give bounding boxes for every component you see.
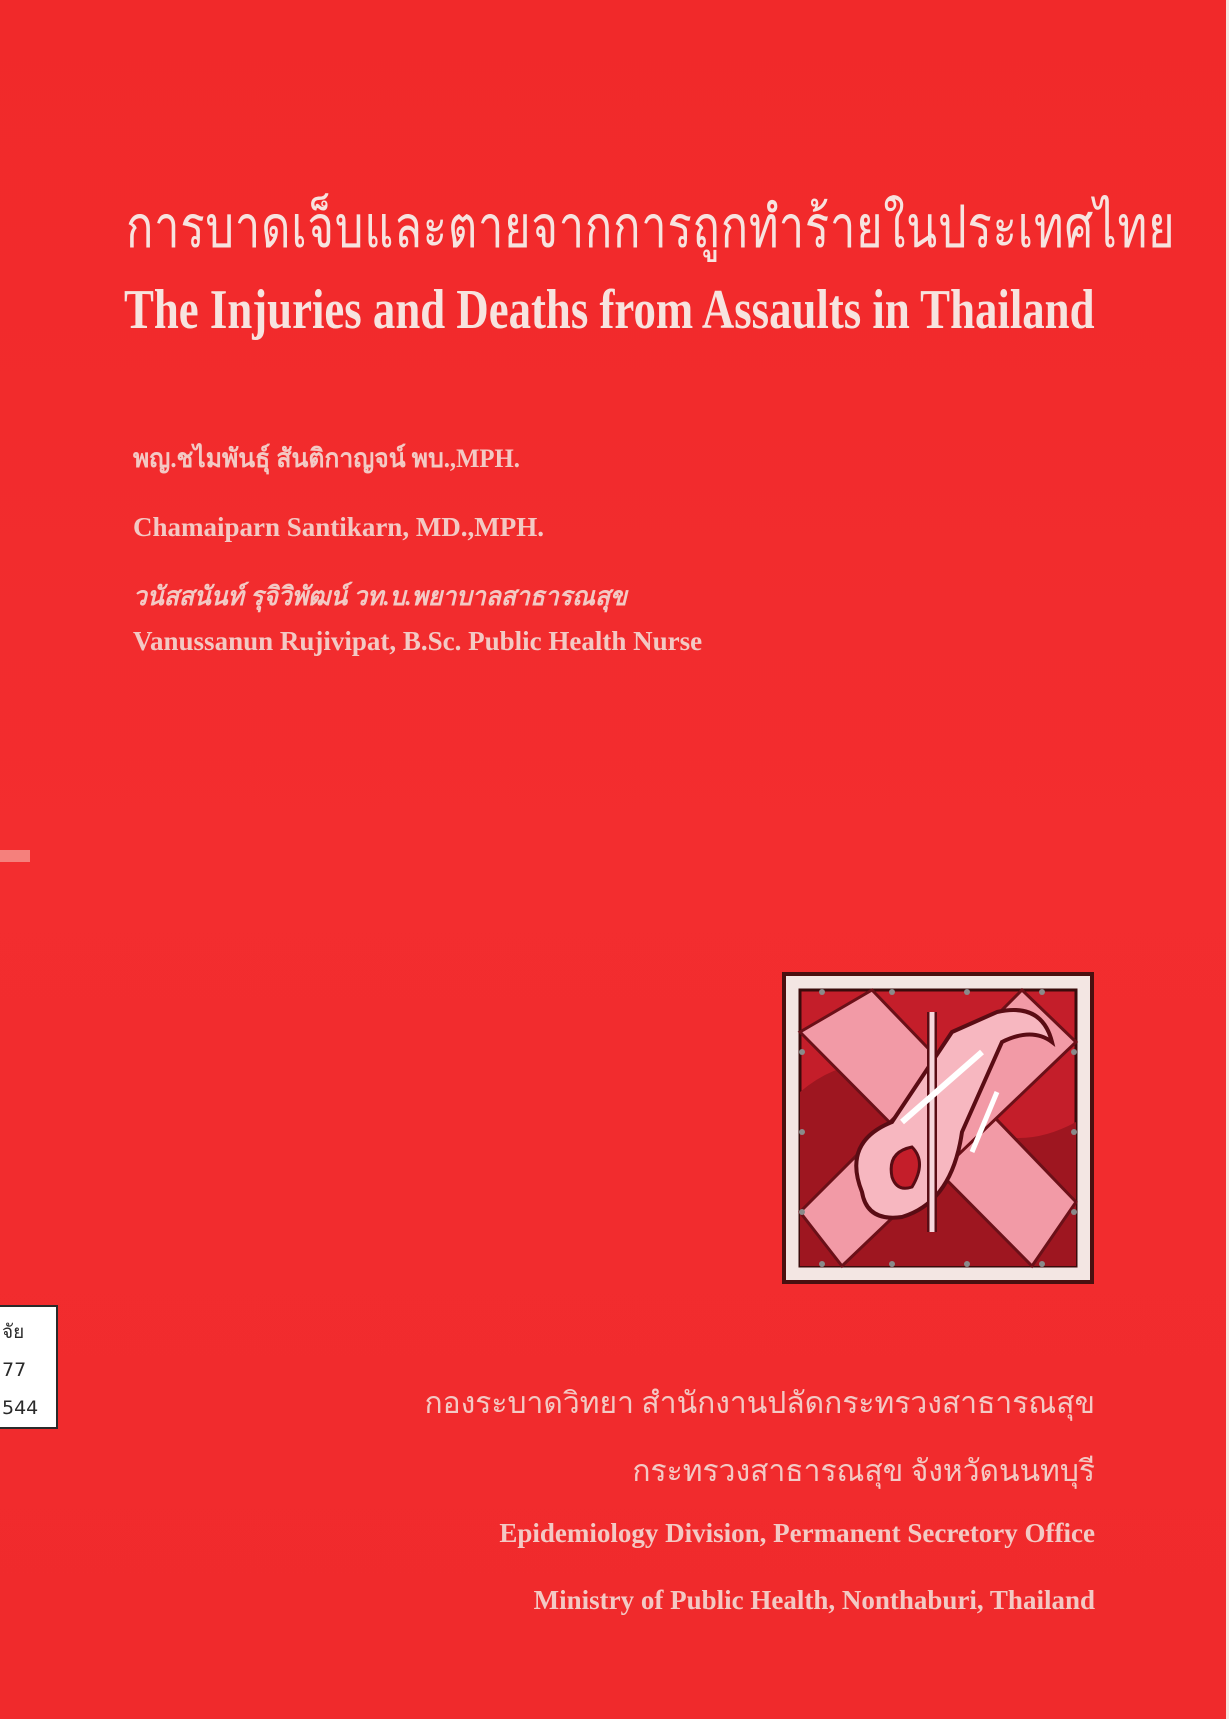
- publisher-thai-line-2: กระทรวงสาธารณสุข จังหวัดนนทบุรี: [632, 1455, 1095, 1488]
- title-english: The Injuries and Deaths from Assaults in Thailand: [124, 279, 1095, 341]
- publisher-english-line-1: Epidemiology Division, Permanent Secretory Office: [499, 1518, 1095, 1548]
- author-1-thai: พญ.ชไมพันธุ์ สันติกาญจน์ พบ.,MPH.: [133, 444, 520, 473]
- sticker-line-2: 77: [2, 1359, 27, 1381]
- author-2-english: Vanussanun Rujivipat, B.Sc. Public Health Nurse: [133, 626, 703, 656]
- ministry-emblem-icon: [782, 972, 1094, 1284]
- author-1-english: Chamaiparn Santikarn, MD.,MPH.: [133, 512, 545, 542]
- sticker-line-1: จัย: [2, 1321, 25, 1343]
- page-fold-mark: [0, 850, 30, 862]
- author-2-thai: วนัสสนันท์ รุจิวิพัฒน์ วท.บ.พยาบาลสาธารณสุข: [133, 582, 627, 611]
- publisher-english-line-2: Ministry of Public Health, Nonthaburi, Thailand: [533, 1585, 1095, 1615]
- sticker-line-3: 544: [2, 1397, 39, 1419]
- library-call-number-sticker: [0, 1305, 58, 1429]
- publisher-thai-line-1: กองระบาดวิทยา สำนักงานปลัดกระทรวงสาธารณสุข: [424, 1387, 1095, 1420]
- title-thai: การบาดเจ็บและตายจากการถูกทำร้ายในประเทศไทย: [126, 195, 1176, 260]
